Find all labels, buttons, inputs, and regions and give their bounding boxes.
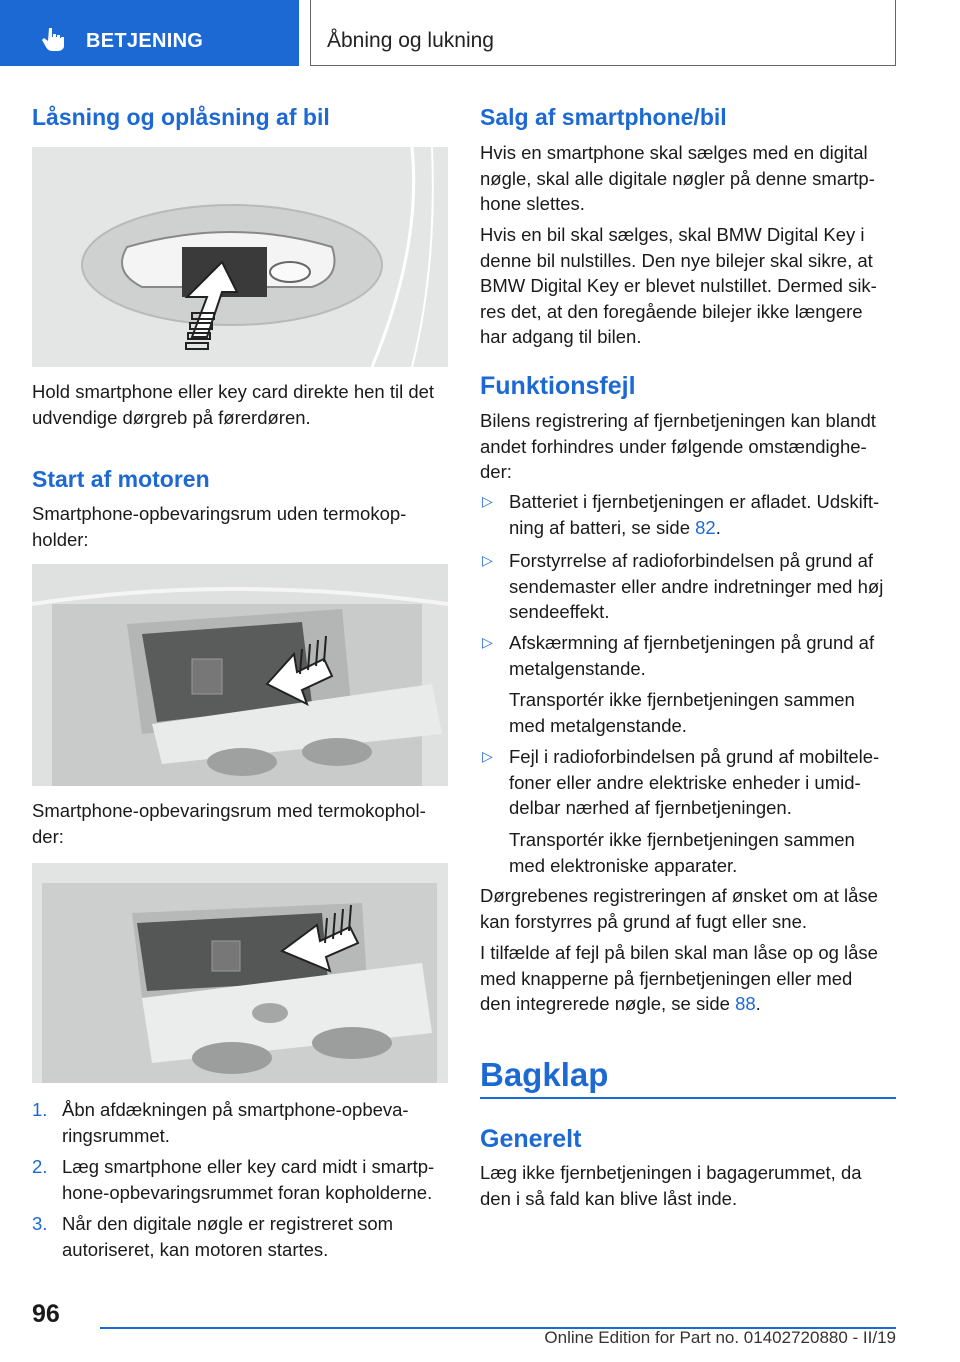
step-number: 3. [32, 1213, 48, 1234]
page-number: 96 [32, 1300, 60, 1328]
step-text: Når den digitale nøgle er registreret som autoriseret, kan motoren startes. [62, 1213, 394, 1260]
hand-pointer-icon [40, 26, 66, 52]
door-paragraph: Dørgrebenes registreringen af ønsket om at låse kan forstyrres på grund af fugt eller sne. [480, 885, 878, 932]
bullet-triangle-icon: ▷ [482, 493, 493, 509]
bullet-radio: Forstyrrelse af radioforbindelsen på grund af sendemaster eller andre indretninger med høj sendeeffekt. [509, 550, 884, 622]
page-link-82[interactable]: 82 [695, 516, 716, 538]
tray-without-cupholder-image [32, 564, 448, 786]
sale-paragraph-1: Hvis en smartphone skal sælges med en digital nøgle, skal alle digitale nøgler på denne smartp‐ hone slettes. [480, 142, 875, 214]
page-title-box [310, 0, 896, 66]
start-paragraph-b: Smartphone-opbevaringsrum med termokophol‐ der: [32, 800, 426, 847]
lock-paragraph: Hold smartphone eller key card direkte hen til det udvendige dørgreb på førerdøren. [32, 381, 435, 428]
step-text: Læg smartphone eller key card midt i smartp‐ hone-opbevaringsrummet foran kopholderne. [62, 1156, 435, 1203]
heading-start: Start af motoren [32, 466, 210, 492]
page-link-88[interactable]: 88 [735, 993, 756, 1014]
bullet-triangle-icon: ▷ [482, 634, 493, 650]
bullet-triangle-icon: ▷ [482, 748, 493, 764]
start-paragraph-a: Smartphone-opbevaringsrum uden termokop‐ holder: [32, 503, 407, 550]
bullet-shielding: Afskærmning af fjernbetjeningen på grund af metalgenstande. [509, 632, 875, 679]
heading-fault: Funktionsfejl [480, 372, 636, 400]
bullet-interference-note: Transportér ikke fjernbetjeningen sammen med elektroniske apparater. [509, 829, 855, 876]
step-number: 2. [32, 1156, 48, 1177]
page-title: Åbning og lukning [327, 29, 494, 52]
heading-lock: Låsning og oplåsning af bil [32, 104, 330, 130]
general-paragraph: Læg ikke fjernbetjeningen i bagagerummet, da den i så fald kan blive låst inde. [480, 1162, 862, 1209]
tray-with-cupholder-image [32, 863, 448, 1083]
step-number: 1. [32, 1099, 48, 1120]
sale-paragraph-2: Hvis en bil skal sælges, skal BMW Digital Key i denne bil nulstilles. Den nye bilejer skal sikre, at BMW Digital Key er blevet nulstillet. Dermed sik‐ res det, at den foregående bilejer ikke længere har adgang til bilen. [480, 224, 877, 347]
heading-rule [480, 1097, 896, 1099]
heading-sale: Salg af smartphone/bil [480, 104, 727, 130]
bullet-triangle-icon: ▷ [482, 552, 493, 568]
bullet-interference: Fejl i radioforbindelsen på grund af mobiltele‐ foner eller andre elektriske enheder i umid‐ delbar nærhed af fjernbetjeningen. [509, 746, 880, 818]
heading-tailgate: Bagklap [480, 1056, 609, 1093]
section-label: BETJENING [86, 30, 204, 52]
fault-intro: Bilens registrering af fjernbetjeningen kan blandt andet forhindres under følgende omstændighe‐ der: [480, 410, 876, 482]
footer-edition: Online Edition for Part no. 01402720880 - II/19 [544, 1328, 896, 1347]
step-text: Åbn afdækningen på smartphone-opbeva‐ ringsrummet. [62, 1099, 409, 1146]
fail-paragraph: I tilfælde af fejl på bilen skal man låse op og låse med knapperne på fjernbetjeningen eller med den integrerede nøgle, se side 88. [480, 942, 878, 1014]
bullet-shielding-note: Transportér ikke fjernbetjeningen sammen med metalgenstande. [509, 689, 855, 736]
heading-general: Generelt [480, 1125, 582, 1153]
section-tab[interactable] [0, 0, 299, 66]
door-handle-image [32, 147, 448, 367]
bullet-battery: Batteriet i fjernbetjeningen er afladet. Udskift‐ ning af batteri, se side 82. [509, 491, 880, 538]
